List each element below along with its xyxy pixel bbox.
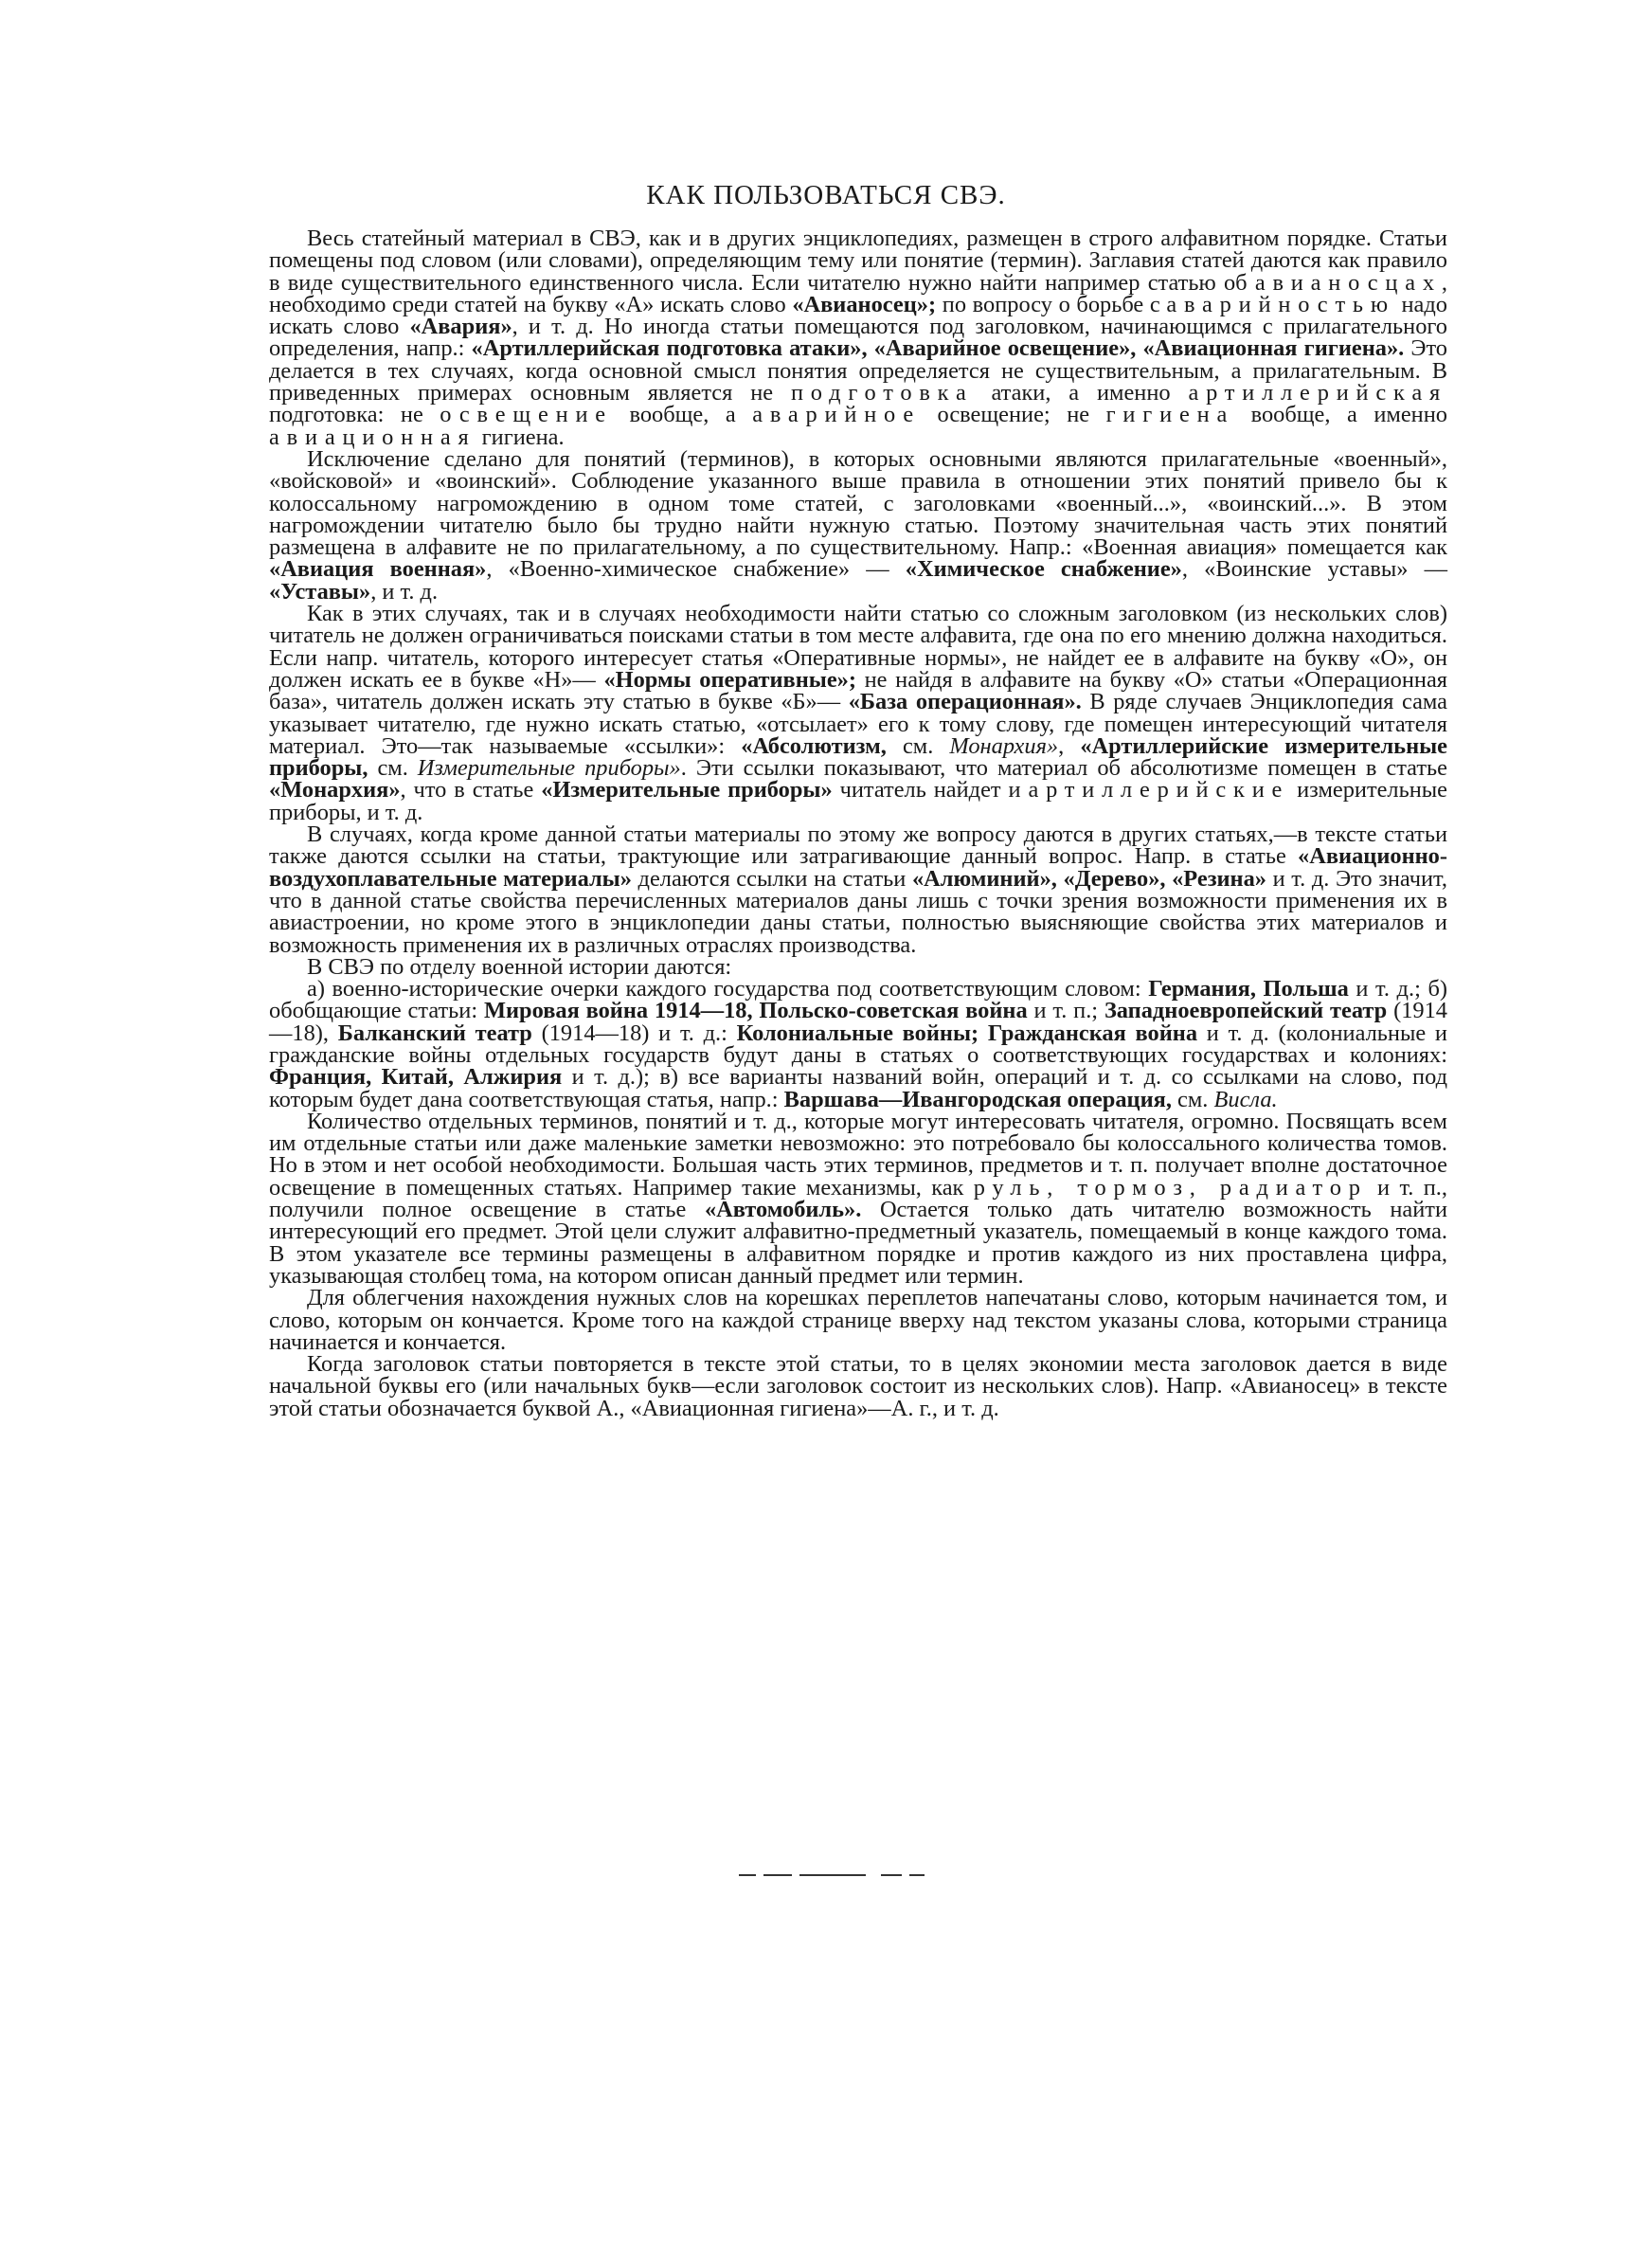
text-run: ,	[1058, 732, 1081, 759]
bold-term: «Абсолютизм,	[741, 732, 887, 759]
text-run: , необходимо среди статей на букву «А» искать слово	[269, 269, 1447, 317]
spaced-emphasis: артиллерийские	[1028, 777, 1290, 803]
spaced-emphasis: аварийное	[752, 402, 921, 428]
bold-term: «Монархия»	[269, 777, 401, 803]
bold-term: «Авария»	[409, 314, 512, 340]
text-run: делаются ссылки на статьи	[631, 865, 912, 892]
article-body	[269, 227, 1447, 1419]
text-run: Для облегчения нахождения нужных слов на корешках переплетов напечатаны слово, которым начинается том, и слово, которым он кончается. Кроме того на каждой странице вверху над текстом указаны слова, которыми страница начинается и кончается.	[269, 1285, 1447, 1355]
text-run: Весь статейный материал в СВЭ, как и в других энциклопедиях, размещен в строго алфавитном порядке. Статьи помещены под словом (или словами), определяющим тему или понятие (термин). Заглавия статей даются как правило в виде существительного единственного числа. Если читателю нужно найти например статью об	[269, 226, 1447, 296]
text-run: , и т. д. Но иногда статьи помещаются под заголовком, начинающимся с прилагательного определения, напр.:	[269, 314, 1447, 362]
italic-reference: Измерительные приборы»	[417, 755, 681, 782]
text-run: (1914—18),	[269, 998, 1447, 1046]
text-run: и т. д.); в) все варианты названий войн, операций и т. д. со ссылками на слово, под которым будет дана соответствующая статья, напр.:	[269, 1064, 1447, 1112]
bold-term: Колониальные войны; Гражданская война	[736, 1020, 1198, 1046]
paragraph	[269, 1287, 1447, 1353]
text-run: Как в этих случаях, так и в случаях необходимости найти статью со сложным заголовком (из нескольких слов) читатель не должен ограничиваться поисками статьи в том месте алфавита, где она по его мнению должна находиться. Если напр. читатель, которого интересует статья «Оперативные нормы», не найдет ее в алфавите на букву «О», он должен искать ее в букве «Н»—	[269, 601, 1447, 693]
spaced-emphasis: артиллерийская	[1188, 380, 1447, 406]
paragraph	[269, 603, 1447, 823]
text-run: , «Военно-химическое снабжение» —	[486, 556, 906, 583]
text-run: и т. д.; б) обобщающие статьи:	[269, 976, 1447, 1024]
text-run: см.	[1171, 1086, 1214, 1112]
text-run: и т. п.;	[1027, 998, 1104, 1024]
text-run: В СВЭ по отделу военной истории даются:	[307, 953, 732, 980]
italic-reference: Висла.	[1213, 1086, 1278, 1112]
text-run: и т. д. (колониальные и гражданские войны отдельных государств будут даны в статьях о соответствующих государствах и колониях:	[269, 1020, 1447, 1068]
paragraph	[269, 445, 1447, 605]
text-run: Когда заголовок статьи повторяется в тексте этой статьи, то в целях экономии места заголовок дается в виде начальной буквы его (или начальных букв—если заголовок состоит из нескольких слов). Напр. «Авианосец» в тексте этой статьи обозначается буквой А., «Авиационная гигиена»—А. г., и т. д.	[269, 1351, 1447, 1421]
text-run: атаки, а именно	[973, 380, 1189, 406]
bold-term: «Авиация военная»	[269, 556, 487, 583]
text-run: Исключение сделано для понятий (терминов), в которых основными являются прилагательные «военный», «войсковой» и «воинский». Соблюдение указанного выше правила в отношении этих понятий привело бы к колоссальному нагромождению в одном томе статей, с заголовками «военный...», «воинский...». В этом нагромождении читателю было бы трудно найти нужную статью. Поэтому значительная часть этих понятий размещена в алфавите не по прилагательному, а по существительному. Напр.: «Военная авиация» помещается как	[269, 445, 1447, 561]
text-run: надо искать слово	[269, 291, 1447, 340]
text-run: читатель найдет и	[832, 777, 1029, 803]
bold-term: «Артиллерийская подготовка атаки», «Аварийное освещение», «Авиационная гигиена».	[471, 335, 1405, 362]
bold-term: Балканский театр	[337, 1020, 532, 1046]
bold-term: «Нормы оперативные»;	[603, 666, 856, 693]
text-run: В ряде случаев Энциклопедия сама указывает читателю, где нужно искать статью, «отсылает» его к тому слову, где помещен интересующий читателя материал. Это—так называемые «ссылки»:	[269, 689, 1447, 759]
text-run: , что в статье	[400, 777, 542, 803]
spaced-emphasis: авиационная	[269, 424, 476, 450]
text-run: Остается только дать читателю возможность найти интересующий его предмет. Этой цели служит алфавитно-предметный указатель, помещаемый в конце каждого тома. В этом указателе все термины размещены в алфавитном порядке и против каждого из них проставлена цифра, указывающая столбец тома, на котором описан данный предмет или термин.	[269, 1197, 1448, 1289]
text-run: см.	[886, 732, 950, 759]
bold-term: «Измерительные приборы»	[541, 777, 833, 803]
text-run: вообще, а именно	[1234, 402, 1447, 428]
text-run: гигиена.	[476, 424, 565, 450]
bold-term: Западноевропейский театр	[1104, 998, 1388, 1024]
paragraph	[269, 1353, 1447, 1419]
paragraph	[269, 953, 1447, 980]
bold-term: Мировая война 1914—18, Польско-советская война	[483, 998, 1028, 1024]
spaced-emphasis: подготовка	[790, 380, 974, 406]
paragraph	[269, 1110, 1447, 1287]
spaced-emphasis: авианосцах	[1254, 269, 1442, 296]
page-title: КАК ПОЛЬЗОВАТЬСЯ СВЭ.	[646, 180, 1006, 210]
text-run: не найдя в алфавите на букву «О» статьи «Операционная база», читатель должен искать эту статью в букве «Б»—	[269, 666, 1447, 715]
text-run: вообще, а	[612, 402, 753, 428]
text-run: (1914—18) и т. д.:	[531, 1020, 737, 1046]
text-run: и т. д. Это значит, что в данной статье свойства перечисленных материалов даны лишь с точки зрения возможности применения их в авиастроении, но кроме этого в энциклопедии даны статьи, полностью выясняющие свойства этих материалов и возможность применения их в различных отраслях производства.	[269, 865, 1447, 958]
bold-term: «Авиационно-воздухоплавательные материалы»	[269, 843, 1447, 892]
end-decoration	[739, 1871, 966, 1879]
text-run: и т. п., получили полное освещение в статье	[269, 1174, 1447, 1223]
text-run: , и т. д.	[370, 578, 439, 605]
bold-term: «Авианосец»;	[792, 291, 937, 317]
paragraph	[269, 978, 1447, 1110]
bold-term: Франция, Китай, Алжирия	[269, 1064, 563, 1091]
text-run: а) военно-исторические очерки каждого государства под соответствующим словом:	[307, 976, 1149, 1002]
text-run: , «Воинские уставы» —	[1181, 556, 1447, 583]
spaced-emphasis: аварийностью	[1166, 291, 1395, 317]
bold-term: Варшава—Ивангородская операция,	[783, 1086, 1172, 1112]
italic-reference: Монархия»	[949, 732, 1059, 759]
bold-term: «Артиллерийские измерительные приборы,	[269, 732, 1447, 782]
text-run: по вопросу о борьбе с	[936, 291, 1167, 317]
bold-term: «База операционная».	[848, 689, 1082, 715]
text-run: подготовка: не	[269, 402, 440, 428]
text-run: Количество отдельных терминов, понятий и т. д., которые могут интересовать читателя, огромно. Посвящать всем им отдельные статьи или даже маленькие заметки невозможно: это потребовало бы колоссального количества томов. Но в этом и нет особой необходимости. Большая часть этих терминов, предметов и т. п. получает вполне достаточное освещение в помещенных статьях. Например такие механизмы, как	[269, 1108, 1447, 1201]
bold-term: «Автомобиль».	[704, 1197, 862, 1223]
bold-term: «Химическое снабжение»	[905, 556, 1182, 583]
text-run: освещение; не	[921, 402, 1106, 428]
text-run: Это делается в тех случаях, когда основной смысл понятия определяется не существительным, а прилагательным. В приведенных примерах основным является не	[269, 335, 1447, 406]
bold-term: Германия, Польша	[1148, 976, 1349, 1002]
paragraph	[269, 227, 1447, 448]
spaced-emphasis: гигиена	[1105, 402, 1235, 428]
bold-term: «Уставы»	[269, 578, 371, 605]
bold-term: «Алюминий», «Дерево», «Резина»	[911, 865, 1266, 892]
text-run: см.	[368, 755, 418, 782]
text-run: измерительные приборы, и т. д.	[269, 777, 1447, 825]
spaced-emphasis: руль, тормоз, радиатор	[973, 1174, 1368, 1201]
paragraph	[269, 823, 1447, 956]
text-run: В случаях, когда кроме данной статьи материалы по этому же вопросу даются в других статьях,—в тексте статьи также даются ссылки на статьи, трактующие или затрагивающие данный вопрос. Напр. в статье	[269, 822, 1447, 870]
spaced-emphasis: освещение	[440, 402, 613, 428]
text-run: . Эти ссылки показывают, что материал об абсолютизме помещен в статье	[680, 755, 1447, 782]
